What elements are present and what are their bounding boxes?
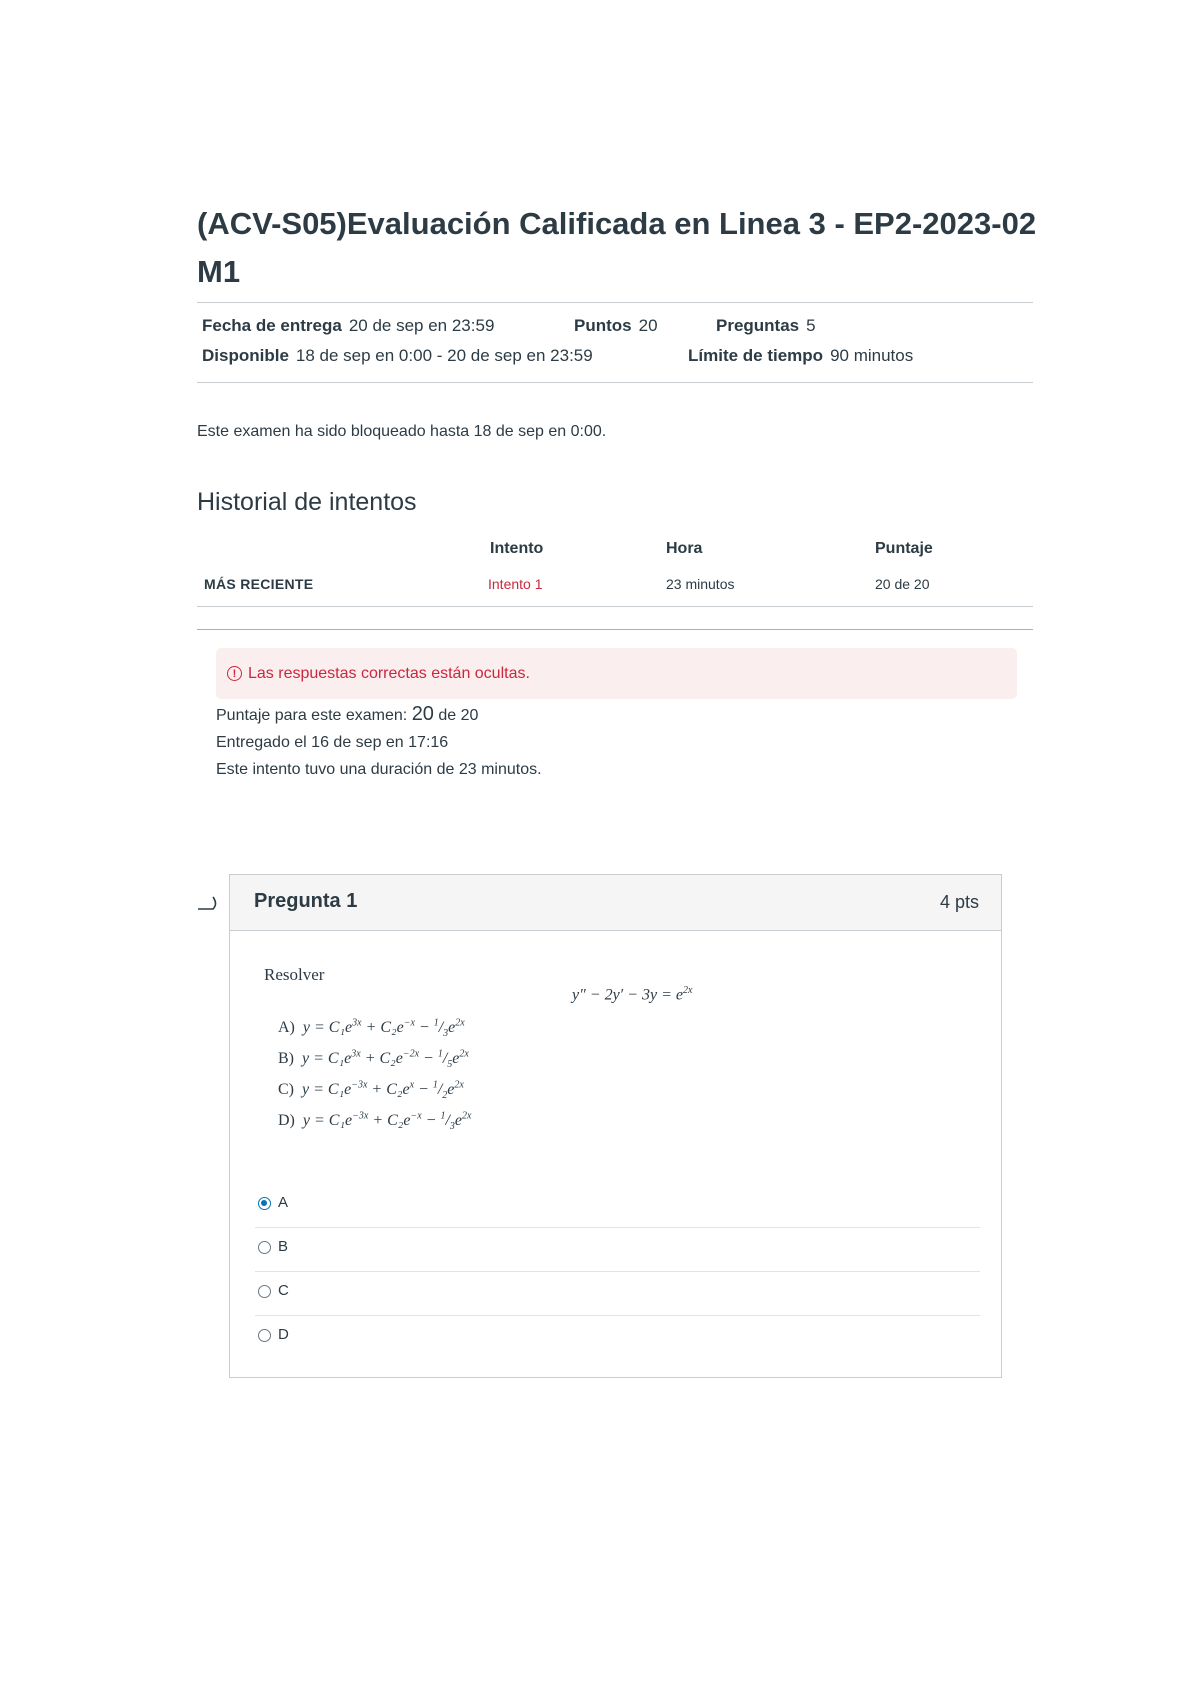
locked-message: Este examen ha sido bloqueado hasta 18 de sep en 0:00. [197, 423, 607, 440]
radio-button[interactable] [258, 1329, 271, 1342]
question-card [229, 874, 1002, 1378]
warning-icon: ! [227, 666, 242, 681]
history-title: Historial de intentos [197, 488, 417, 516]
answer-choice-d[interactable] [255, 1315, 980, 1358]
answer-choice-c[interactable] [255, 1271, 980, 1314]
equation-exponent: 2x [682, 985, 693, 996]
question-header [230, 875, 1001, 931]
attempt-link[interactable]: Intento 1 [488, 576, 543, 592]
option-expression: $y = C_1e^{3x} + C_2e^{-x} - ^1/_3e^{2x}$ [302, 1018, 465, 1040]
answer-label: C [278, 1282, 289, 1299]
question-marker-arrow-icon [196, 892, 222, 920]
attempt-time: 23 minutos [666, 576, 735, 592]
radio-button[interactable] [258, 1197, 271, 1210]
option-label: D) [278, 1112, 295, 1130]
radio-button[interactable] [258, 1241, 271, 1254]
due-date [202, 316, 494, 336]
questions-label: Preguntas [716, 316, 800, 335]
available-label: Disponible [202, 346, 289, 365]
answer-label: A [278, 1194, 289, 1211]
option-label: A) [278, 1019, 295, 1037]
time-limit-label: Límite de tiempo [688, 346, 824, 365]
hidden-answers-alert [216, 648, 1017, 699]
option-formula-b [278, 1049, 469, 1071]
column-header-time: Hora [666, 540, 703, 557]
answer-label: B [278, 1238, 289, 1255]
question-prompt: Resolver [264, 965, 325, 984]
answer-choice-a[interactable] [255, 1183, 980, 1226]
option-formula-c [278, 1080, 464, 1102]
option-expression: $y = C_1e^{3x} + C_2e^{-2x} - ^1/_5e^{2x}$ [302, 1049, 469, 1071]
question-equation [572, 985, 692, 1004]
answer-choice-b[interactable] [255, 1227, 980, 1270]
time-limit [688, 346, 913, 366]
due-label: Fecha de entrega [202, 316, 342, 335]
due-value: 20 de sep en 23:59 [348, 316, 495, 335]
option-label: C) [278, 1081, 294, 1099]
score-value: 20 [411, 703, 434, 725]
page-title: (ACV-S05)Evaluación Calificada en Linea 3 - EP2-2023-02 M1 [197, 206, 1037, 289]
column-header-attempt: Intento [490, 540, 544, 557]
available-value: 18 de sep en 0:00 - 20 de sep en 23:59 [295, 346, 593, 365]
radio-button[interactable] [258, 1285, 271, 1298]
questions-count [716, 316, 816, 336]
question-points: 4 pts [939, 892, 979, 912]
equation-text: y″ − 2y′ − 3y = e [572, 986, 683, 1004]
column-header-score: Puntaje [875, 540, 933, 557]
questions-value: 5 [806, 316, 816, 335]
availability [202, 346, 593, 366]
option-expression: $y = C_1e^{-3x} + C_2e^{-x} - ^1/_3e^{2x}$ [302, 1111, 472, 1133]
score-prefix: Puntaje para este examen: [216, 707, 408, 724]
option-expression: $y = C_1e^{-3x} + C_2e^x - ^1/_2e^{2x}$ [302, 1080, 464, 1102]
points-label: Puntos [574, 316, 632, 335]
table-row-divider [197, 606, 1033, 607]
option-label: B) [278, 1050, 294, 1068]
answer-label: D [278, 1326, 289, 1343]
points-value: 20 [638, 316, 658, 335]
option-formula-a [278, 1018, 465, 1040]
attempt-score: 20 de 20 [875, 576, 930, 592]
quiz-score [216, 703, 478, 726]
points [574, 316, 658, 336]
alert-text: Las respuestas correctas están ocultas. [248, 664, 530, 682]
attempt-duration: Este intento tuvo una duración de 23 minutos. [216, 761, 542, 778]
score-suffix: de 20 [438, 707, 479, 724]
divider [197, 382, 1033, 383]
most-recent-tag: MÁS RECIENTE [204, 576, 314, 592]
question-title: Pregunta 1 [254, 890, 358, 912]
time-limit-value: 90 minutos [830, 346, 914, 365]
option-formula-d [278, 1111, 471, 1133]
submitted-time: Entregado el 16 de sep en 17:16 [216, 734, 449, 751]
divider [197, 302, 1033, 303]
divider [197, 629, 1033, 630]
